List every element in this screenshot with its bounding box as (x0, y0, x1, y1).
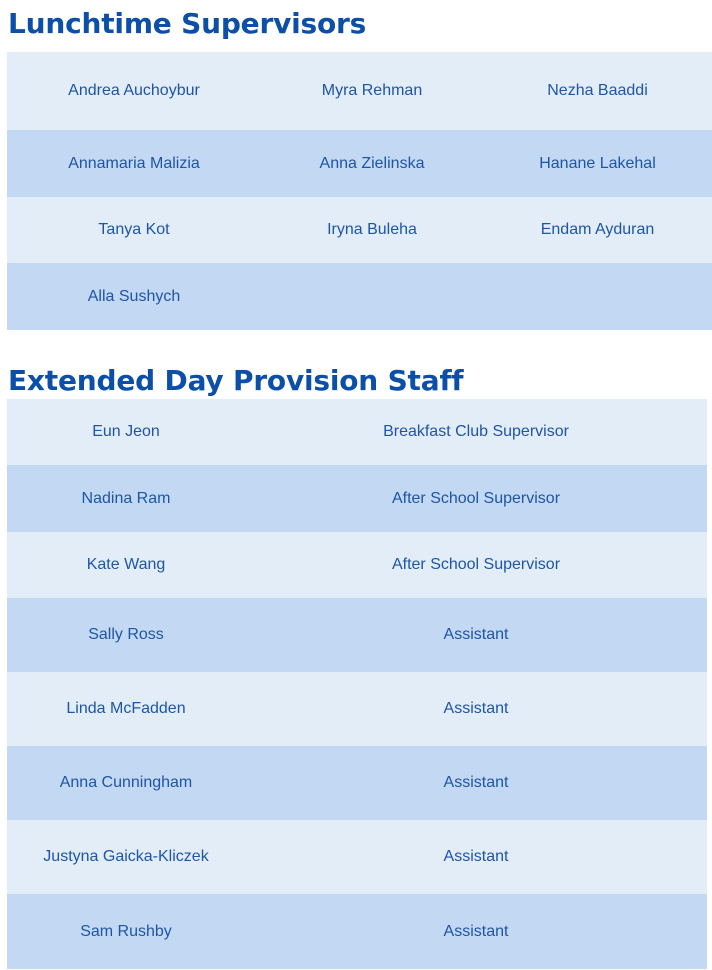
staff-role: After School Supervisor (391, 556, 561, 573)
staff-name: Myra Rehman (321, 82, 423, 99)
lunchtime-supervisors-table (7, 52, 712, 330)
staff-role: Assistant (443, 700, 509, 717)
staff-name: Annamaria Malizia (68, 154, 200, 172)
staff-name: Nezha Baaddi (547, 82, 648, 99)
staff-name: Tanya Kot (98, 221, 170, 238)
table-row (7, 263, 712, 330)
staff-name: Anna Cunningham (59, 774, 193, 791)
staff-name: Justyna Gaicka-Kliczek (43, 848, 209, 865)
staff-name: Andrea Auchoybur (68, 82, 200, 99)
table-row (7, 598, 707, 672)
table-row (7, 399, 707, 465)
staff-name: Iryna Buleha (327, 221, 417, 238)
staff-role: Assistant (443, 848, 509, 865)
extended-day-staff-table (7, 399, 707, 969)
staff-name: Hanane Lakehal (539, 154, 656, 172)
staff-name: Eun Jeon (92, 423, 160, 440)
extended-day-staff-heading: Extended Day Provision Staff (8, 364, 464, 397)
table-row (7, 672, 707, 746)
staff-role: Assistant (443, 626, 509, 643)
staff-name: Kate Wang (86, 556, 166, 573)
staff-name: Anna Zielinska (319, 154, 425, 172)
lunchtime-supervisors-heading: Lunchtime Supervisors (8, 7, 367, 40)
staff-role: Assistant (443, 774, 509, 791)
table-row (7, 746, 707, 820)
staff-name: Alla Sushych (87, 287, 181, 305)
staff-name: Nadina Ram (81, 489, 171, 507)
table-row (7, 820, 707, 894)
staff-name: Endam Ayduran (540, 221, 655, 238)
staff-role: Assistant (443, 922, 509, 940)
staff-name: Sally Ross (88, 626, 164, 643)
table-row (7, 465, 707, 532)
table-row (7, 197, 712, 263)
table-row (7, 52, 712, 130)
staff-name: Linda McFadden (66, 700, 186, 717)
staff-name: Sam Rushby (80, 922, 172, 940)
table-row (7, 532, 707, 598)
table-row (7, 894, 707, 969)
table-row (7, 130, 712, 197)
staff-role: Breakfast Club Supervisor (383, 423, 569, 440)
staff-role: After School Supervisor (391, 489, 561, 507)
